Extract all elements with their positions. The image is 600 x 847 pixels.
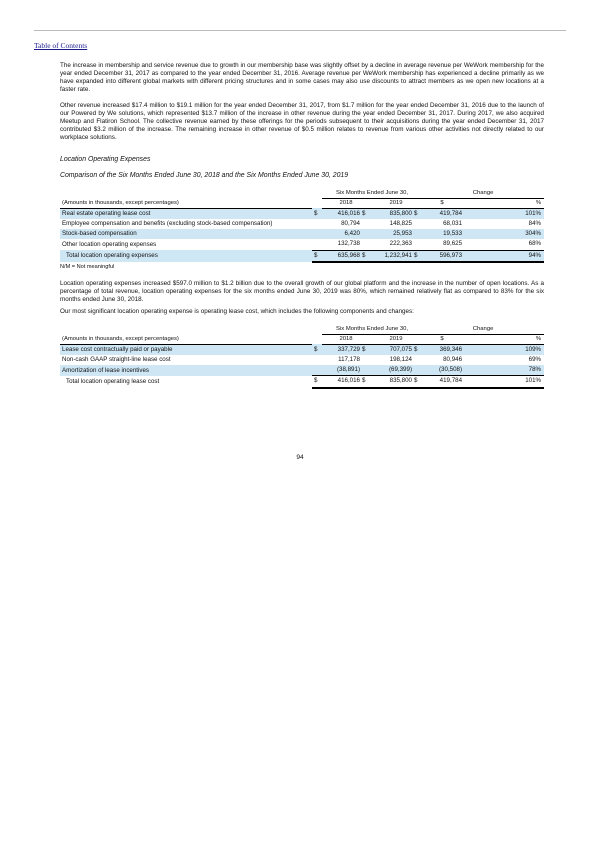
currency-symbol (412, 239, 422, 250)
value-2019: 25,953 (370, 229, 412, 239)
currency-symbol (360, 355, 370, 365)
row-label: Non-cash GAAP straight-line lease cost (62, 356, 171, 364)
col-percent: % (462, 334, 544, 344)
currency-symbol: $ (312, 376, 322, 388)
change-header: Change (422, 188, 544, 198)
row-label: Employee compensation and benefits (excluding stock-based compensation) (62, 220, 273, 228)
value-2018: 6,420 (322, 229, 360, 239)
change-amount: (30,508) (422, 365, 462, 376)
currency-symbol (360, 365, 370, 376)
currency-symbol: $ (312, 250, 322, 262)
currency-symbol: $ (360, 376, 370, 388)
row-label: Lease cost contractually paid or payable (60, 344, 312, 355)
group-header: Six Months Ended June 30, (322, 324, 422, 334)
group-header: Six Months Ended June 30, (322, 188, 422, 198)
currency-symbol: $ (312, 344, 322, 355)
value-2018: 80,794 (341, 220, 360, 228)
value-2019: 198,124 (389, 356, 412, 364)
change-percent: 94% (462, 250, 544, 262)
change-percent: 84% (528, 220, 542, 228)
value-2019: 707,075 (370, 344, 412, 355)
value-2019: 835,800 (370, 376, 412, 388)
paragraph-location-expenses: Location operating expenses increased $597.0 million to $1.2 billion due to the overall growth of our global platform and the increase in the number of open locations. As a percentage of total revenue, location operating expenses for the six months ended June 30, 2019 was 80%, which remained relatively flat as compared to 83% for the six months ended June 30, 2018. (60, 280, 544, 304)
table-row-total (60, 376, 544, 388)
page-number: 94 (296, 454, 304, 461)
row-label: Total location operating lease cost (66, 377, 160, 385)
currency-symbol: $ (412, 376, 422, 388)
table-row (60, 208, 544, 219)
currency-symbol: $ (312, 208, 322, 219)
location-operating-expenses-table (60, 188, 544, 263)
row-label: Real estate operating lease cost (60, 208, 312, 219)
change-percent: 101% (462, 376, 544, 388)
row-label: Total location operating expenses (60, 250, 312, 262)
col-2019: 2019 (370, 198, 422, 208)
currency-symbol: $ (412, 250, 422, 262)
currency-symbol (412, 219, 422, 229)
currency-symbol (412, 355, 422, 365)
col-2018: 2018 (322, 198, 370, 208)
change-percent: 304% (462, 229, 544, 239)
change-amount: 19,533 (422, 229, 462, 239)
table-row-total (60, 250, 544, 262)
change-amount: 596,973 (422, 250, 462, 262)
change-amount: 419,784 (422, 208, 462, 219)
top-rule (34, 30, 566, 31)
value-2018: 337,729 (322, 344, 360, 355)
currency-symbol (360, 219, 370, 229)
value-2019: 835,800 (370, 208, 412, 219)
currency-symbol: $ (412, 208, 422, 219)
currency-symbol (360, 229, 370, 239)
row-label: Stock-based compensation (60, 229, 312, 239)
value-2018: (38,891) (322, 365, 360, 376)
currency-symbol: $ (360, 250, 370, 262)
col-2019: 2019 (370, 334, 422, 344)
currency-symbol: $ (412, 344, 422, 355)
currency-symbol (412, 229, 422, 239)
change-header: Change (422, 324, 544, 334)
change-percent: 69% (528, 356, 542, 364)
operating-lease-cost-table (60, 324, 544, 389)
currency-symbol (312, 219, 322, 229)
paragraph-lease-cost-intro: Our most significant location operating expense is operating lease cost, which includes the following components and changes: (60, 308, 414, 315)
paragraph-other-revenue: Other revenue increased $17.4 million to $19.1 million for the year ended December 31, 2017, from $1.7 million for the year ended December 31, 2016 due to the launch of our Powered by We solutions, which represented $13.7 million of the increase in other revenue during the year ended December 31, 2017. During 2017, we also acquired Meetup and Flatiron School. The collective revenue earned by these offerings for the periods subsequent to their acquisitions during the year ended December 31, 2017 contributed $3.2 million of the increase. The remaining increase in other revenue of $0.5 million relates to revenue from various other activities not directly related to our workplace solutions. (60, 102, 544, 142)
section-heading: Location Operating Expenses (60, 156, 151, 163)
change-amount: 68,031 (443, 220, 463, 228)
table-row (60, 219, 544, 229)
currency-symbol (312, 229, 322, 239)
col-dollar: $ (422, 198, 462, 208)
currency-symbol (360, 239, 370, 250)
section-subheading: Comparison of the Six Months Ended June 30, 2018 and the Six Months Ended June 30, 2019 (60, 172, 349, 179)
amounts-label: (Amounts in thousands, except percentages) (60, 198, 312, 208)
change-percent: 109% (462, 344, 544, 355)
table-of-contents-link[interactable]: Table of Contents (34, 41, 88, 50)
currency-symbol (312, 239, 322, 250)
row-label: Amortization of lease incentives (60, 365, 312, 376)
value-2019: (69,399) (370, 365, 412, 376)
currency-symbol (412, 365, 422, 376)
table-row (60, 239, 544, 250)
currency-symbol: $ (360, 344, 370, 355)
change-amount: 419,784 (422, 376, 462, 388)
value-2018: 132,738 (337, 240, 360, 248)
value-2019: 1,232,941 (370, 250, 412, 262)
value-2018: 635,968 (322, 250, 360, 262)
table-row (60, 365, 544, 376)
change-amount: 369,346 (422, 344, 462, 355)
value-2018: 416,016 (322, 376, 360, 388)
col-2018: 2018 (322, 334, 370, 344)
currency-symbol: $ (360, 208, 370, 219)
footnote-not-meaningful: N/M = Not meaningful (60, 264, 115, 270)
table-row (60, 229, 544, 239)
row-label: Other location operating expenses (62, 240, 157, 248)
value-2018: 117,178 (338, 356, 360, 364)
table-row (60, 355, 544, 365)
col-percent: % (462, 198, 544, 208)
change-amount: 80,946 (443, 356, 463, 364)
table-row (60, 344, 544, 355)
paragraph-membership-revenue: The increase in membership and service revenue due to growth in our membership base was slightly offset by a decline in average revenue per WeWork membership for the year ended December 31, 2017 as compared to the year ended December 31, 2016. Average revenue per WeWork membership has experienced a decline primarily as we have expanded into different global markets with different pricing structures and in some cases may also use discounts to attract members as we open new locations at a faster rate. (60, 62, 544, 94)
change-amount: 89,625 (443, 240, 463, 248)
change-percent: 101% (462, 208, 544, 219)
value-2018: 416,016 (322, 208, 360, 219)
col-dollar: $ (422, 334, 462, 344)
currency-symbol (312, 365, 322, 376)
value-2019: 222,363 (389, 240, 412, 248)
change-percent: 78% (462, 365, 544, 376)
value-2019: 148,825 (389, 220, 412, 228)
amounts-label: (Amounts in thousands, except percentages) (60, 334, 312, 344)
change-percent: 68% (528, 240, 542, 248)
currency-symbol (312, 355, 322, 365)
